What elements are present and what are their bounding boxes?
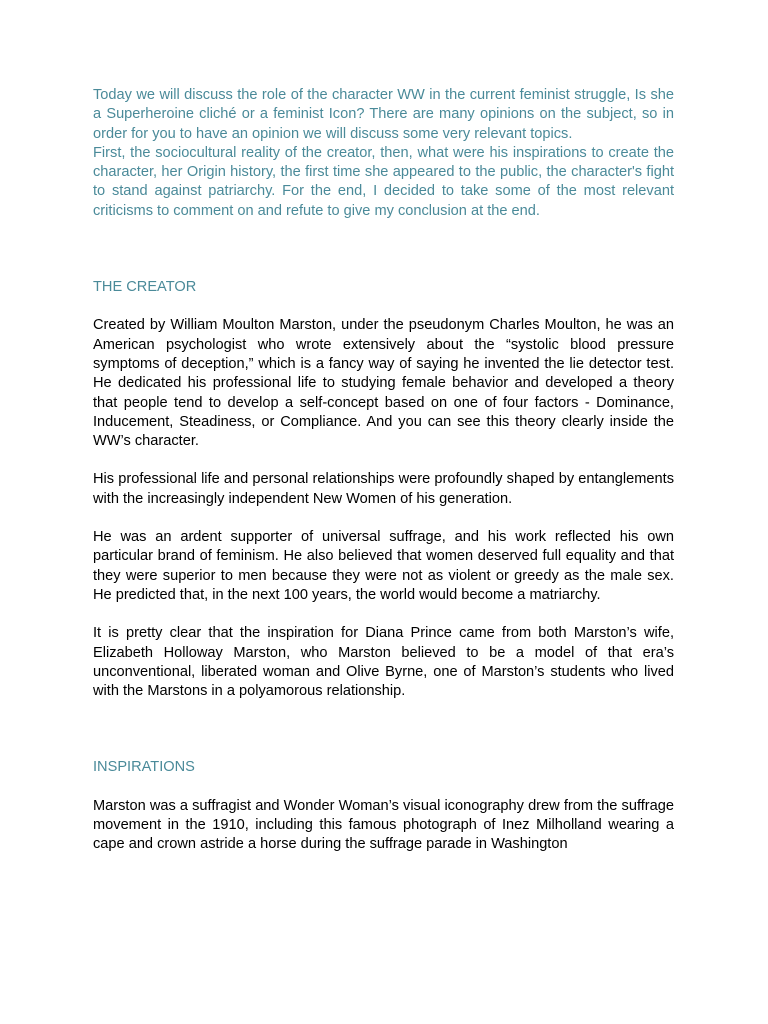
intro-block (93, 86, 674, 221)
body-paragraph: It is pretty clear that the inspiration for Diana Prince came from both Marston’s wife, Elizabeth Holloway Marston, who Marston believed to be a model of that era’s unconventional, liberated woman and Olive Byrne, one of Marston’s students who lived with the Marstons in a polyamorous relationship. (93, 625, 674, 700)
body-paragraph: He was an ardent supporter of universal suffrage, and his work reflected his own particular brand of feminism. He also believed that women deserved full equality and that they were superior to men because they were not as violent or greedy as the male sex. He predicted that, in the next 100 years, the world would become a matriarchy. (93, 529, 674, 603)
intro-paragraph: Today we will discuss the role of the character WW in the current feminist struggle, Is she a Superheroine cliché or a feminist Icon? There are many opinions on the subject, so in order for you to have an opinion we will discuss some very relevant topics. (93, 87, 674, 142)
intro-paragraph: First, the sociocultural reality of the creator, then, what were his inspirations to create the character, her Origin history, the first time she appeared to the public, the character's fight to stand against patriarchy. For the end, I decided to take some of the most relevant criticisms to comment on and refute to give my conclusion at the end. (93, 144, 674, 219)
body-paragraph: Marston was a suffragist and Wonder Woman’s visual iconography drew from the suffrage movement in the 1910, including this famous photograph of Inez Milholland wearing a cape and crown astride a horse during the suffrage parade in Washington (93, 797, 674, 853)
section-heading-inspirations: INSPIRATIONS (93, 759, 195, 776)
body-paragraph: Created by William Moulton Marston, under the pseudonym Charles Moulton, he was an American psychologist who wrote extensively about the “systolic blood pressure symptoms of deception,” which is a fancy way of saying he invented the lie detector test. He dedicated his professional life to studying female behavior and developed a theory that people tend to develop a self-concept based on one of four factors - Dominance, Inducement, Steadiness, or Compliance. And you can see this theory clearly inside the WW’s character. (93, 317, 674, 450)
document-content (93, 86, 674, 855)
section-heading-creator: THE CREATOR (93, 279, 197, 296)
body-paragraph: His professional life and personal relationships were profoundly shaped by entanglements with the increasingly independent New Women of his generation. (93, 471, 674, 507)
